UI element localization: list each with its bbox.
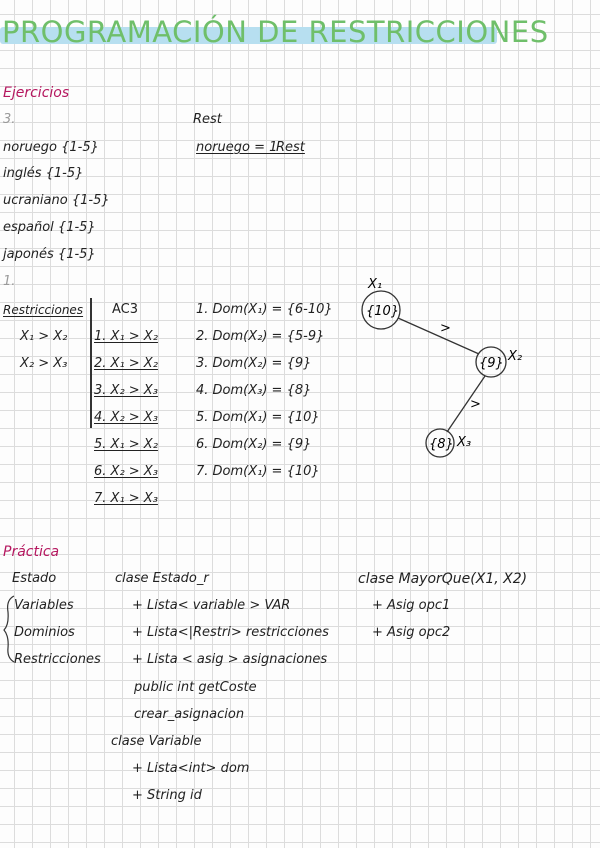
estado-member-4: public int getCoste [134, 680, 257, 695]
ac3-heading: AC3 [112, 302, 139, 317]
ac3-step-3: 3. X₂ > X₃ [94, 383, 158, 398]
clase-variable: clase Variable [111, 734, 202, 749]
mayorque-member-2: + Asig opc2 [372, 625, 451, 640]
exercise-number-1: 1. [3, 274, 16, 289]
node-x1-label: X₁ [368, 277, 383, 292]
estado-member-2: + Lista<|Restri> restricciones [132, 625, 329, 640]
edge-x1-x2-label: > [440, 321, 451, 336]
var-noruego: noruego {1-5} [3, 140, 99, 155]
var-espanol: español {1-5} [3, 220, 96, 235]
page-title: PROGRAMACIÓN DE RESTRICCIONES [2, 15, 549, 49]
dom-step-6: 6. Dom(X₂) = {9} [196, 437, 312, 452]
restriction-1: X₁ > X₂ [20, 329, 68, 344]
mayorque-member-1: + Asig opc1 [372, 598, 451, 613]
clase-mayorque: clase MayorQue(X1, X2) [358, 571, 528, 587]
estado-member-1: + Lista< variable > VAR [132, 598, 291, 613]
restricciones-heading: Restricciones [3, 303, 84, 317]
ac3-step-1: 1. X₁ > X₂ [94, 329, 158, 344]
variable-member-2: + String id [132, 788, 202, 803]
dom-step-1: 1. Dom(X₁) = {6-10} [196, 302, 333, 317]
dom-step-5: 5. Dom(X₁) = {10} [196, 410, 320, 425]
ejercicios-heading: Ejercicios [3, 85, 70, 101]
var-ucraniano: ucraniano {1-5} [3, 193, 110, 208]
clase-estado: clase Estado_r [115, 571, 209, 586]
rest-label: Rest [193, 112, 222, 127]
estado-member-3: + Lista < asig > asignaciones [132, 652, 328, 667]
node-x2-value: {9} [479, 356, 504, 371]
dom-step-4: 4. Dom(X₃) = {8} [196, 383, 312, 398]
ac3-step-2: 2. X₁ > X₂ [94, 356, 158, 371]
rest-assignment-rest: Rest [276, 140, 305, 155]
dom-step-3: 3. Dom(X₂) = {9} [196, 356, 312, 371]
node-x2-label: X₂ [508, 349, 523, 364]
dom-step-2: 2. Dom(X₂) = {5-9} [196, 329, 325, 344]
estado-member-5: crear_asignacion [134, 707, 245, 722]
variable-member-1: + Lista<int> dom [132, 761, 250, 776]
ac3-step-7: 7. X₁ > X₃ [94, 491, 158, 506]
estado-restricciones: Restricciones [14, 652, 101, 667]
node-x3-label: X₃ [457, 435, 472, 450]
rest-assignment: noruego = 1 [196, 140, 278, 155]
exercise-number-3: 3. [3, 112, 16, 127]
edge-x2-x3-label: > [470, 397, 481, 412]
edge-x1-x2 [398, 318, 479, 354]
estado-dominios: Dominios [14, 625, 75, 640]
estado-label: Estado [12, 571, 57, 586]
var-japones: japonés {1-5} [3, 247, 96, 262]
estado-variables: Variables [14, 598, 74, 613]
ac3-step-6: 6. X₂ > X₃ [94, 464, 158, 479]
node-x1-value: {10} [366, 304, 400, 319]
node-x3-value: {8} [429, 437, 454, 452]
estado-brace [4, 596, 14, 662]
ac3-step-5: 5. X₁ > X₂ [94, 437, 158, 452]
practica-heading: Práctica [3, 544, 60, 560]
restriction-2: X₂ > X₃ [20, 356, 68, 371]
dom-step-7: 7. Dom(X₁) = {10} [196, 464, 320, 479]
var-ingles: inglés {1-5} [3, 166, 84, 181]
ac3-step-4: 4. X₂ > X₃ [94, 410, 158, 425]
